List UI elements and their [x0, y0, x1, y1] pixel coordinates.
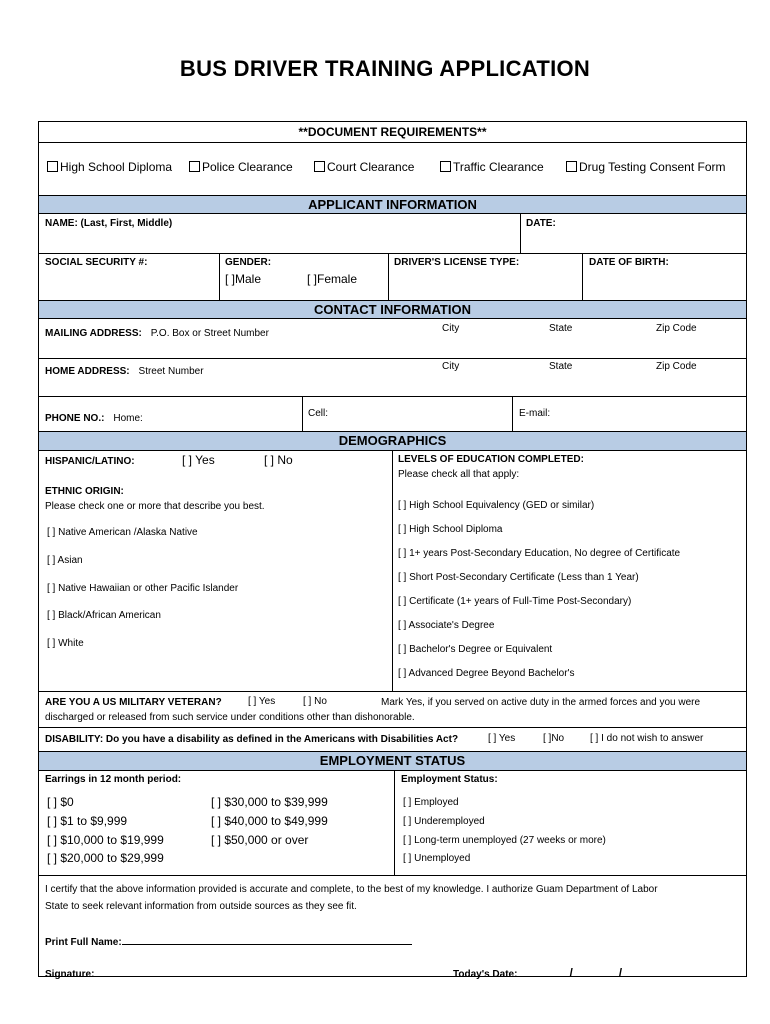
ethnic-origin-label: ETHNIC ORIGIN:	[45, 486, 124, 497]
disability-decline-option[interactable]: [ ] I do not wish to answer	[590, 733, 704, 744]
disability-yes-option[interactable]: [ ] Yes	[488, 733, 516, 744]
checkbox-icon	[189, 161, 200, 172]
ethnic-option-white[interactable]: [ ] White	[47, 638, 84, 649]
hispanic-label: HISPANIC/LATINO:	[45, 456, 135, 467]
earnings-0[interactable]: [ ] $0	[47, 795, 74, 809]
checkbox-icon	[566, 161, 577, 172]
ethnic-option-native-hawaiian[interactable]: [ ] Native Hawaiian or other Pacific Islander	[47, 583, 239, 594]
req-traffic-clearance[interactable]: Traffic Clearance	[440, 160, 544, 174]
status-employed[interactable]: [ ] Employed	[403, 797, 459, 808]
home-city-label: City	[442, 361, 460, 372]
home-zip-label: Zip Code	[656, 361, 697, 372]
ethnic-option-black[interactable]: [ ] Black/African American	[47, 610, 161, 621]
education-option-bachelor[interactable]: [ ] Bachelor's Degree or Equivalent	[398, 644, 553, 655]
education-option-post-secondary[interactable]: [ ] 1+ years Post-Secondary Education, No degree of Certificate	[398, 548, 681, 559]
gender-male-option[interactable]: [ ]Male	[225, 272, 262, 286]
checkbox-icon	[440, 161, 451, 172]
hispanic-yes-option[interactable]: [ ] Yes	[182, 453, 215, 467]
print-name-field[interactable]: Print Full Name:	[45, 932, 412, 950]
phone-row: PHONE NO.: Home:	[45, 413, 143, 424]
education-option-certificate[interactable]: [ ] Certificate (1+ years of Full-Time Post-Secondary)	[398, 596, 632, 607]
demographics-heading: DEMOGRAPHICS	[39, 431, 746, 451]
mailing-zip-label: Zip Code	[656, 323, 697, 334]
drivers-license-label: DRIVER'S LICENSE TYPE:	[394, 257, 520, 268]
status-underemployed[interactable]: [ ] Underemployed	[403, 816, 485, 827]
status-unemployed[interactable]: [ ] Unemployed	[403, 853, 471, 864]
veteran-note-2: discharged or released from such service under conditions other than dishonorable.	[45, 712, 415, 723]
applicant-information-heading: APPLICANT INFORMATION	[39, 195, 746, 214]
home-address-row: HOME ADDRESS: Street Number	[45, 366, 204, 377]
certification-text-1: I certify that the above information provided is accurate and complete, to the best of my knowledge. I authorize Guam Department of Labor	[45, 884, 658, 895]
document-title: BUS DRIVER TRAINING APPLICATION	[179, 56, 591, 81]
checkbox-icon	[47, 161, 58, 172]
ethnic-origin-hint: Please check one or more that describe you best.	[45, 501, 265, 512]
name-label: NAME: (Last, First, Middle)	[45, 218, 173, 229]
earnings-10000-19999[interactable]: [ ] $10,000 to $19,999	[47, 833, 164, 847]
disability-label: DISABILITY: Do you have a disability as defined in the Americans with Disabilities Act?	[45, 734, 459, 745]
ethnic-option-asian[interactable]: [ ] Asian	[47, 555, 83, 566]
earnings-40000-49999[interactable]: [ ] $40,000 to $49,999	[211, 814, 328, 828]
certification-text-2: State to seek relevant information from outside sources as they see fit.	[45, 901, 357, 912]
application-form	[38, 121, 747, 980]
todays-date-field[interactable]: Today's Date: / /	[453, 964, 678, 982]
print-name-line[interactable]	[122, 934, 412, 945]
email-label: E-mail:	[519, 408, 551, 419]
req-high-school-diploma[interactable]: High School Diploma	[47, 160, 172, 174]
date-label: DATE:	[526, 218, 556, 229]
contact-information-heading: CONTACT INFORMATION	[39, 300, 746, 319]
ethnic-option-native-american[interactable]: [ ] Native American /Alaska Native	[47, 527, 198, 538]
education-option-diploma[interactable]: [ ] High School Diploma	[398, 524, 503, 535]
signature-field[interactable]: Signature:	[45, 964, 410, 982]
veteran-yes-option[interactable]: [ ] Yes	[248, 696, 276, 707]
home-state-label: State	[549, 361, 573, 372]
ssn-label: SOCIAL SECURITY #:	[45, 257, 148, 268]
earnings-label: Earrings in 12 month period:	[45, 774, 182, 785]
education-option-advanced[interactable]: [ ] Advanced Degree Beyond Bachelor's	[398, 668, 575, 679]
gender-label: GENDER:	[225, 257, 272, 268]
earnings-1-9999[interactable]: [ ] $1 to $9,999	[47, 814, 128, 828]
earnings-30000-39999[interactable]: [ ] $30,000 to $39,999	[211, 795, 328, 809]
earnings-50000-over[interactable]: [ ] $50,000 or over	[211, 833, 309, 847]
checkbox-icon	[314, 161, 325, 172]
education-hint: Please check all that apply:	[398, 469, 520, 480]
requirements-heading: **DOCUMENT REQUIREMENTS**	[298, 125, 487, 139]
hispanic-no-option[interactable]: [ ] No	[264, 453, 293, 467]
mailing-city-label: City	[442, 323, 460, 334]
education-option-associate[interactable]: [ ] Associate's Degree	[398, 620, 495, 631]
veteran-note-1: Mark Yes, if you served on active duty in the armed forces and you were	[381, 697, 701, 708]
gender-female-option[interactable]: [ ]Female	[307, 272, 358, 286]
mailing-state-label: State	[549, 323, 573, 334]
req-police-clearance[interactable]: Police Clearance	[189, 160, 293, 174]
mailing-address-row: MAILING ADDRESS: P.O. Box or Street Number	[45, 328, 269, 339]
req-drug-testing-consent[interactable]: Drug Testing Consent Form	[566, 160, 726, 174]
education-option-short-certificate[interactable]: [ ] Short Post-Secondary Certificate (Less than 1 Year)	[398, 572, 639, 583]
employment-status-label: Employment Status:	[401, 774, 498, 785]
veteran-label: ARE YOU A US MILITARY VETERAN?	[45, 697, 222, 708]
employment-status-heading: EMPLOYMENT STATUS	[39, 751, 746, 771]
req-court-clearance[interactable]: Court Clearance	[314, 160, 414, 174]
disability-no-option[interactable]: [ ]No	[543, 733, 565, 744]
education-label: LEVELS OF EDUCATION COMPLETED:	[398, 454, 584, 465]
status-long-term-unemployed[interactable]: [ ] Long-term unemployed (27 weeks or more)	[403, 835, 606, 846]
signature-line[interactable]	[94, 966, 410, 977]
veteran-no-option[interactable]: [ ] No	[303, 696, 327, 707]
earnings-20000-29999[interactable]: [ ] $20,000 to $29,999	[47, 851, 164, 865]
education-option-ged[interactable]: [ ] High School Equivalency (GED or similar)	[398, 500, 595, 511]
cell-label: Cell:	[308, 408, 329, 419]
date-of-birth-label: DATE OF BIRTH:	[589, 257, 669, 268]
